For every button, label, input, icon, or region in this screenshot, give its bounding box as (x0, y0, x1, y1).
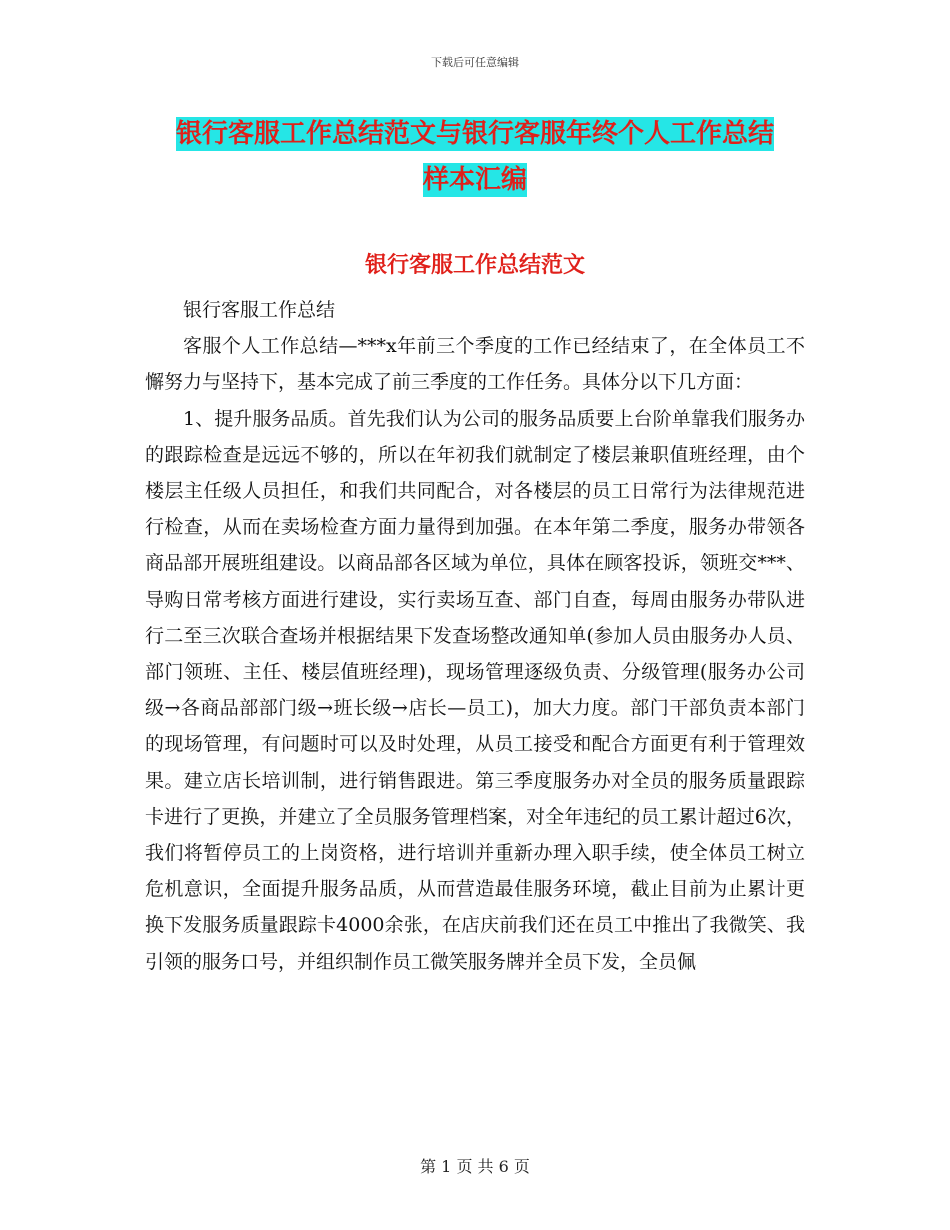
paragraph-subtitle: 银行客服工作总结 (183, 299, 336, 321)
main-title-line-1: 银行客服工作总结范文与银行客服年终个人工作总结 (175, 119, 774, 149)
document-body (145, 292, 805, 980)
section-title: 银行客服工作总结范文 (364, 252, 585, 278)
paragraph-item-1: 1、提升服务品质。首先我们认为公司的服务品质要上台阶单靠我们服务办的跟踪检查是远远不够的，所以在年初我们就制定了楼层兼职值班经理，由个楼层主任级人员担任，和我们共同配合，对各楼层的员工日常行为法律规范进行检查，从而在卖场检查方面力量得到加强。在本年第二季度，服务办带领各商品部开展班组建设。以商品部各区域为单位，具体在顾客投诉，领班交***、导购日常考核方面进行建设，实行卖场互查、部门自查，每周由服务办带队进行二至三次联合查场并根据结果下发查场整改通知单(参加人员由服务办人员、部门领班、主任、楼层值班经理)，现场管理逐级负责、分级管理(服务办公司级→各商品部部门级→班长级→店长—员工)，加大力度。部门干部负责本部门的现场管理，有问题时可以及时处理，从员工接受和配合方面更有利于管理效果。建立店长培训制，进行销售跟进。第三季度服务办对全员的服务质量跟踪卡进行了更换，并建立了全员服务管理档案，对全年违纪的员工累计超过6次，我们将暂停员工的上岗资格，进行培训并重新办理入职手续，使全体员工树立危机意识，全面提升服务品质，从而营造最佳服务环境，截止目前为止累计更换下发服务质量跟踪卡4000余张，在店庆前我们还在员工中推出了我微笑、我引领的服务口号，并组织制作员工微笑服务牌并全员下发，全员佩 (145, 407, 805, 973)
header-note: 下载后可任意编辑 (431, 56, 519, 69)
main-title-line-2: 样本汇编 (422, 165, 527, 195)
page-footer: 第 1 页 共 6 页 (420, 1157, 530, 1176)
document-main-title (145, 111, 805, 203)
paragraph-intro: 客服个人工作总结—***x年前三个季度的工作已经结束了，在全体员工不懈努力与坚持下，基本完成了前三季度的工作任务。具体分以下几方面： (145, 335, 805, 394)
